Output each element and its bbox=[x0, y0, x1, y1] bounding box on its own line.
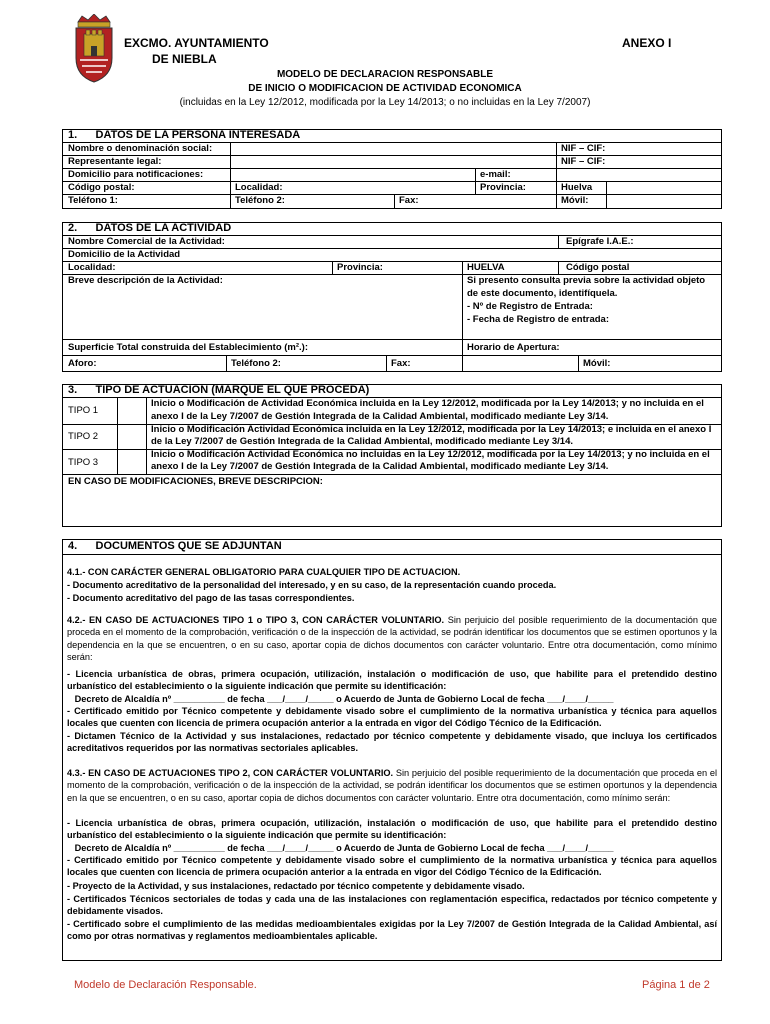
entry-registry-number-label: - Nº de Registro de Entrada: bbox=[467, 301, 593, 312]
doc-4-3-heading: 4.3.- EN CASO DE ACTUACIONES TIPO 2, CON CARÁCTER VOLUNTARIO. bbox=[67, 768, 394, 778]
activity-phone2-label: Teléfono 2: bbox=[231, 358, 281, 369]
doc-4-2-heading: 4.2.- EN CASO DE ACTUACIONES TIPO 1 o TIPO 3, CON CARÁCTER VOLUNTARIO. bbox=[67, 615, 445, 625]
annex-label: ANEXO I bbox=[622, 36, 672, 50]
section-2-title: 2. DATOS DE LA ACTIVIDAD bbox=[68, 222, 232, 234]
doc-4-3-intro bbox=[67, 767, 717, 804]
prior-consultation-text-2: de este documento, identifíquela. bbox=[467, 288, 618, 299]
footer-page-number: Página 1 de 2 bbox=[642, 979, 710, 991]
province-value: Huelva bbox=[561, 182, 593, 193]
tipo3-desc-2: anexo I de la Ley 7/2007 de Gestión Integrada de la Calidad Ambiental, modificado mediante Ley 3/14. bbox=[151, 461, 609, 472]
tipo3-checkbox[interactable] bbox=[118, 450, 145, 473]
activity-description-label: Breve descripción de la Actividad: bbox=[68, 275, 223, 286]
activity-fax-label: Fax: bbox=[391, 358, 411, 369]
activity-address-label: Domicilio de la Actividad bbox=[68, 249, 181, 260]
doc-4-2-item-c: - Certificado emitido por Técnico competente y debidamente visado sobre el cumplimiento de la normativa urbanística y técnica para aquellos locales que cuenten con licencia de primera ocupación anterior a la entrada en vigor del Código Técnico de la Edificación. bbox=[67, 706, 717, 729]
nif-label-1: NIF – CIF: bbox=[561, 143, 606, 154]
locality-label: Localidad: bbox=[235, 182, 283, 193]
footer-document-name: Modelo de Declaración Responsable. bbox=[74, 979, 257, 991]
organization-name: EXCMO. AYUNTAMIENTO bbox=[124, 36, 269, 50]
nif-label-2: NIF – CIF: bbox=[561, 156, 606, 167]
doc-4-2-item-d: - Dictamen Técnico de la Actividad y sus instalaciones, redactado por técnico competente y debidamente visado, que incluya los certificados acreditativos requeridos por las normativas sectoriales aplicables. bbox=[67, 731, 717, 754]
tipo2-desc: Inicio o Modificación Actividad Económica incluida en la Ley 12/2012, modificada por la Ley 14/2013; e incluida en el anexo I bbox=[151, 424, 712, 435]
province-label: Provincia: bbox=[480, 182, 526, 193]
section-4-title: 4. DOCUMENTOS QUE SE ADJUNTAN bbox=[68, 540, 282, 552]
organization-town: DE NIEBLA bbox=[152, 52, 217, 66]
doc-4-1-item-a: - Documento acreditativo de la personalidad del interesado, y en su caso, de la representación cuando proceda. bbox=[67, 580, 557, 590]
doc-4-3-item-d: - Proyecto de la Actividad, y sus instalaciones, redactado por técnico competente y debidamente visado. bbox=[67, 881, 525, 891]
prior-consultation-text: Si presento consulta previa sobre la actividad objeto bbox=[467, 275, 706, 286]
doc-4-2-text: Sin perjuicio del posible requerimiento de la documentación que proceda en el momento de la comprobación, verificación o de la inspección de la actividad, se podrán identificar los documentos que se estimen oportunos y la dependencia en la que se encuentren, o en su caso, aportar copia de dichos documentos con carácter voluntario. Entre otra documentación, como mínimo serán: bbox=[67, 615, 717, 662]
representative-label: Representante legal: bbox=[68, 156, 162, 167]
tipo2-checkbox[interactable] bbox=[118, 425, 145, 448]
doc-4-3-text: Sin perjuicio del posible requerimiento de la documentación que proceda en el momento de la comprobación, verificación o de la inspección de la actividad, se podrán identificar los documentos que se estimen oportunos y la dependencia en la que se encuentren, o en su caso, aportar copia de dichos documentos con carácter voluntario. Entre otra documentación, como mínimo serán: bbox=[67, 768, 717, 803]
form-title: MODELO DE DECLARACION RESPONSABLE bbox=[276, 69, 494, 80]
form-subtitle: (incluidas en la Ley 12/2012, modificada por la Ley 14/2013; o no incluidas en la Ley 7/2007) bbox=[179, 97, 591, 108]
tipo3-desc: Inicio o Modificación Actividad Económica no incluidas en la Ley 12/2012, modificada por la Ley 14/2013; y no incluida en el bbox=[151, 449, 710, 460]
name-label: Nombre o denominación social: bbox=[68, 143, 213, 154]
tipo1-desc-2: anexo I de la Ley 7/2007 de Gestión Integrada de la Calidad Ambiental, modificado mediante Ley 3/14. bbox=[151, 411, 609, 422]
form-title-2: DE INICIO O MODIFICACION DE ACTIVIDAD ECONOMICA bbox=[248, 83, 522, 94]
activity-province-label: Provincia: bbox=[337, 262, 383, 273]
activity-postal-code-label: Código postal bbox=[566, 262, 630, 273]
opening-hours-label: Horario de Apertura: bbox=[467, 342, 560, 353]
mobile-label: Móvil: bbox=[561, 195, 589, 206]
doc-4-2-item-a: - Licencia urbanística de obras, primera ocupación, utilización, instalación o modificación de uso, que habilite para el pretendido destino urbanístico del establecimiento o la siguiente indicación que permite su identificación: bbox=[67, 669, 717, 692]
doc-4-1-title: 4.1.- CON CARÁCTER GENERAL OBLIGATORIO PARA CUALQUIER TIPO DE ACTUACION. bbox=[67, 567, 461, 577]
doc-4-1-item-b: - Documento acreditativo del pago de las tasas correspondientes. bbox=[67, 593, 355, 603]
tipo2-label: TIPO 2 bbox=[68, 431, 99, 442]
phone2-label: Teléfono 2: bbox=[235, 195, 285, 206]
address-label: Domicilio para notificaciones: bbox=[68, 169, 204, 180]
doc-4-3-item-f: - Certificado sobre el cumplimiento de las medidas medioambientales exigidas por la Ley 7/2007 de Gestión Integrada de la Calidad Ambiental, así como por otras normativas y reglamentos medioambientales aplicable. bbox=[67, 919, 717, 942]
tipo3-label: TIPO 3 bbox=[68, 457, 99, 468]
fax-label: Fax: bbox=[399, 195, 419, 206]
entry-registry-date-label: - Fecha de Registro de entrada: bbox=[467, 314, 610, 325]
tipo1-label: TIPO 1 bbox=[68, 405, 99, 416]
doc-4-3-item-a: - Licencia urbanística de obras, primera ocupación, utilización, instalación o modificación de uso, que habilite para el pretendido destino urbanístico del establecimiento o la siguiente indicación que permite su identificación: bbox=[67, 818, 717, 841]
activity-province-value: HUELVA bbox=[467, 262, 505, 273]
built-area-label: Superficie Total construida del Establecimiento (m².): bbox=[68, 342, 309, 353]
email-label: e-mail: bbox=[480, 169, 511, 180]
doc-4-3-item-b: Decreto de Alcaldía nº __________ de fecha ___/____/_____ o Acuerdo de Junta de Gobierno Local de fecha ___/____/_____ bbox=[67, 843, 614, 853]
trade-name-label: Nombre Comercial de la Actividad: bbox=[68, 236, 225, 247]
iae-label: Epígrafe I.A.E.: bbox=[566, 236, 634, 247]
doc-4-2-item-b: Decreto de Alcaldía nº __________ de fecha ___/____/_____ o Acuerdo de Junta de Gobierno Local de fecha ___/____/_____ bbox=[67, 694, 614, 704]
doc-4-2-intro bbox=[67, 614, 717, 663]
tipo2-desc-2: de la Ley 7/2007 de Gestión Integrada de la Calidad Ambiental, modificado mediante Ley 3/14. bbox=[151, 436, 574, 447]
activity-locality-label: Localidad: bbox=[68, 262, 116, 273]
doc-4-3-item-e: - Certificados Técnicos sectoriales de todas y cada una de las instalaciones con reglamentación especifica, redactados por técnico competente y debidamente visados. bbox=[67, 894, 717, 917]
postal-code-label: Código postal: bbox=[68, 182, 135, 193]
phone1-label: Teléfono 1: bbox=[68, 195, 118, 206]
section-3-title: 3. TIPO DE ACTUACION (MARQUE EL QUE PROCEDA) bbox=[68, 384, 370, 396]
doc-4-3-item-c: - Certificado emitido por Técnico competente y debidamente visado sobre el cumplimiento de la normativa urbanística y técnica para aquellos locales que cuenten con licencia de primera ocupación anterior a la entrada en vigor del Código Técnico de la Edificación. bbox=[67, 855, 717, 878]
tipo1-checkbox[interactable] bbox=[118, 398, 145, 423]
modification-description-label: EN CASO DE MODIFICACIONES, BREVE DESCRIPCION: bbox=[68, 476, 323, 487]
activity-mobile-label: Móvil: bbox=[583, 358, 611, 369]
capacity-label: Aforo: bbox=[68, 358, 97, 369]
section-1-title: 1. DATOS DE LA PERSONA INTERESADA bbox=[68, 129, 301, 141]
tipo1-desc: Inicio o Modificación de Actividad Económica incluida en la Ley 12/2012, modificada por la Ley 14/2013; y no incluida en el bbox=[151, 398, 704, 409]
